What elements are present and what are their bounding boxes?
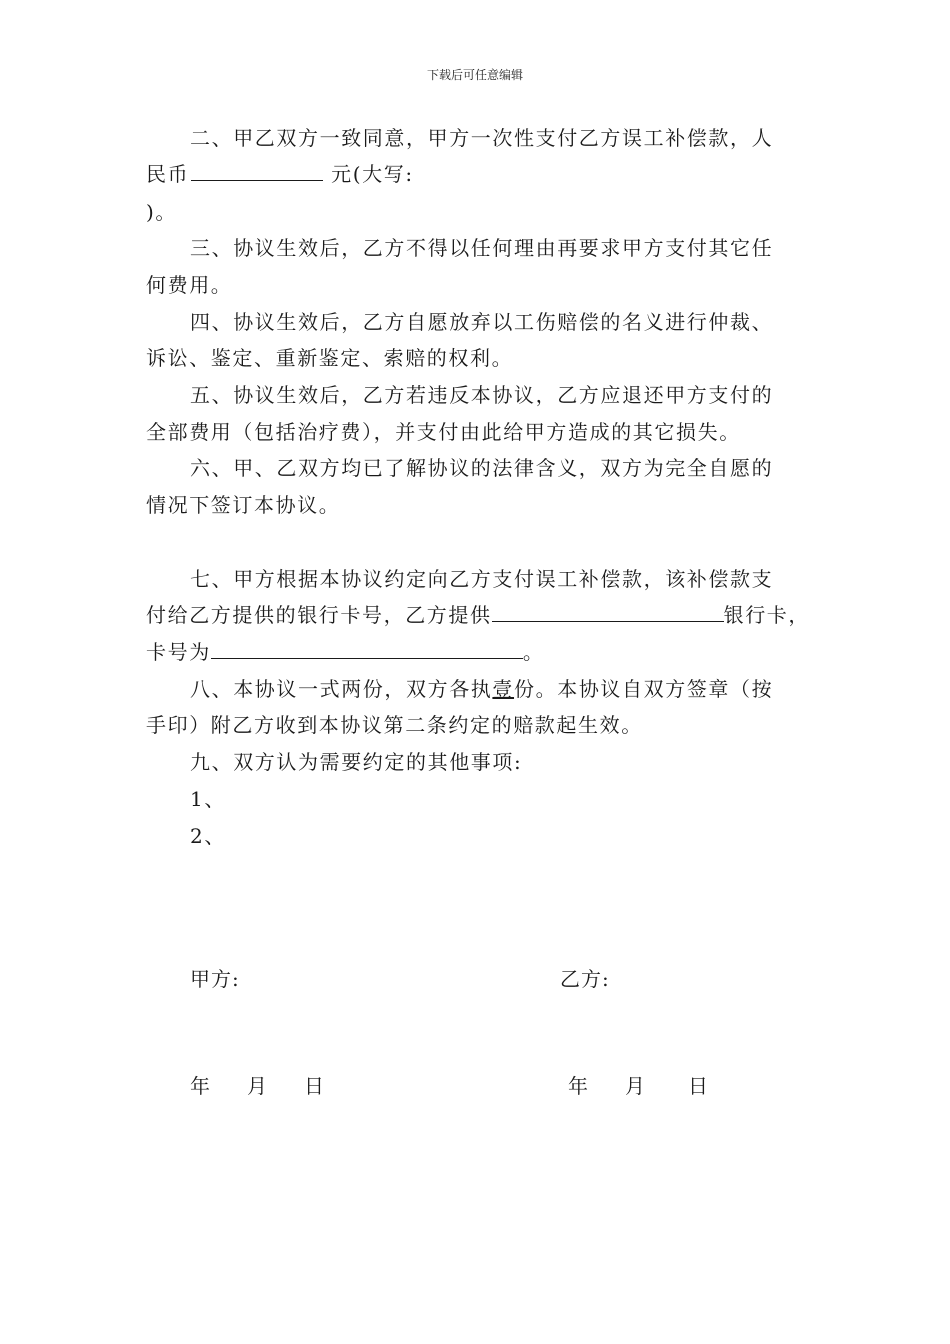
amount-blank [191,160,323,181]
clause-8-line-2: 手印）附乙方收到本协议第二条约定的赔款起生效。 [146,713,643,737]
clause-2-line-1: 二、甲乙双方一致同意，甲方一次性支付乙方误工补偿款，人 [190,126,774,150]
clause-2-line-2 [146,160,414,188]
date-month: 月 [247,1074,268,1098]
date-day: 日 [688,1074,709,1098]
clause-6-line-2: 情况下签订本协议。 [146,493,341,517]
clause-2-line-3: )。 [146,200,178,224]
page-header: 下载后可任意编辑 [426,68,523,82]
clause-3-line-1: 三、协议生效后，乙方不得以任何理由再要求甲方支付其它任 [190,236,774,260]
party-a-label: 甲方: [190,967,240,991]
clause-8-text-b: 份。本协议自双方签章（按 [514,677,774,701]
party-a-date [190,1072,325,1100]
clause-6-line-1: 六、甲、乙双方均已了解协议的法律含义，双方为完全自愿的 [190,456,774,480]
date-year: 年 [568,1074,589,1098]
clause-4-line-1: 四、协议生效后，乙方自愿放弃以工伤赔偿的名义进行仲裁、 [190,310,774,334]
clause-5-line-1: 五、协议生效后，乙方若违反本协议，乙方应退还甲方支付的 [190,383,774,407]
clause-2-rmb-label: 民币 [146,162,190,186]
clause-2-yuan-label: 元(大写: [323,162,414,186]
clause-8-line-1 [190,675,773,703]
clause-7-line-1: 七、甲方根据本协议约定向乙方支付误工补偿款，该补偿款支 [190,567,774,591]
clause-5-line-2: 全部费用（包括治疗费），并支付由此给甲方造成的其它损失。 [146,420,741,444]
clause-8-text-a: 八、本协议一式两份，双方各执 [190,677,493,701]
clause-7-line-2 [146,601,810,629]
clause-9-item-1: 1、 [190,787,226,811]
clause-4-line-2: 诉讼、鉴定、重新鉴定、索赔的权利。 [146,346,514,370]
clause-7-bank-label: 付给乙方提供的银行卡号，乙方提供 [146,603,492,627]
date-month: 月 [625,1074,646,1098]
copies-count: 壹 [492,677,515,701]
date-day: 日 [304,1074,325,1098]
clause-7-line-3 [146,638,544,666]
clause-7-period: 。 [522,640,545,664]
clause-7-card-no-label: 卡号为 [146,640,211,664]
bank-name-blank [492,601,724,622]
party-b-date [568,1072,709,1100]
clause-7-card-label: 银行卡， [723,603,811,627]
clause-9-line-1: 九、双方认为需要约定的其他事项: [190,750,523,774]
party-b-label: 乙方: [560,967,610,991]
date-year: 年 [190,1074,211,1098]
clause-3-line-2: 何费用。 [146,273,233,297]
card-number-blank [211,638,523,659]
clause-9-item-2: 2、 [190,824,226,848]
